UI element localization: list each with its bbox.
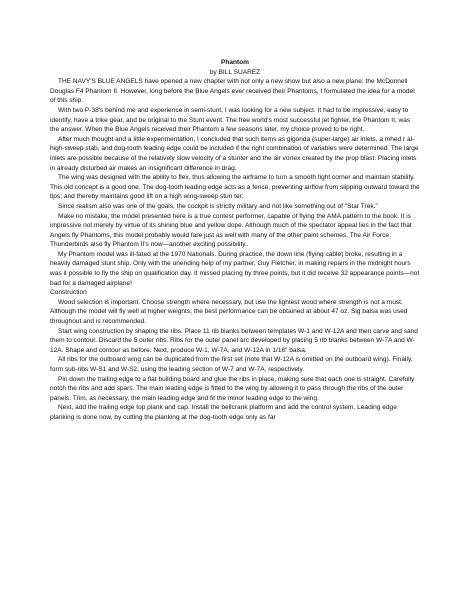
paragraph-intro-2: With two P-38's behind me and experience in semi-stunt, I was looking for a new subject. It had to be impressive, easy to identify, have a trike gear, and be original to the Stunt event. The free world's most successful jet fighter, the Phantom II, was the answer. When the Blue Angels received their Phantom a few seasons later, my choice proved to be right. <box>50 106 411 134</box>
section-heading-construction: Construction <box>50 289 87 297</box>
paragraph-construction-4: Pin down the trailing edge to a flat building board and glue the ribs in place, making sure that each one is straight. Carefully notch the ribs and add spars. The main leading edge is fitted to the wing by allowing it to pass through the ribs of the outer panels. Trim, as necessary, the main leading edge and fit the minor leading edge to the wing. <box>50 375 415 402</box>
paragraph-intro-4: The wing was designed with the ability to flex, thus allowing the airframe to turn a smooth tight corner and maintain stability. This old concept is a good one. The dog-tooth leading edge acts as a fence, preventing airflow from slipping outward toward the tips, and thereby maintains good lift on a high wing-sweep stun ter. <box>50 174 420 201</box>
paragraph-intro-5: Since realism also was one of the goals, the cockpit is strictly military and not like something out of "Star Trek." <box>58 202 378 210</box>
paragraph-construction-5: Next, add the trailing edge top plank and cap. Install the bellcrank platform and add the control system. Leading edge planking is done now, by cutting the planking at the dog-tooth edge only as far <box>50 404 397 421</box>
paragraph-intro-7: My Phantom model was ill-fated at the 1970 Nationals. During practice, the down line (flying cable) broke, resulting in a heavily damaged stunt ship. Only with the unending help of my partner, Guy Fletcher, in making repairs in the midnight hours was it possible to fly the ship on qualification day. It missed placing by three points, but it did receive 32 appearance points—not bad for a damaged airplane! <box>50 250 420 287</box>
paragraph-intro-6: Make no mistake, the model presented here is a true contest performer, capable of flying the AMA pattern to the book. It is impressive not merely by virtue of its shining blue and yellow dope. Although much of the spectator appeal lies in the fact that Angels fly Phantoms, this model probably would fare just as well with many of the other paint schemes. The Air Force Thunderbirds also fly Phantom II's now—another exciting possibility.. <box>50 212 412 249</box>
paragraph-construction-2: Start wing construction by shaping the ribs. Place 11 rib blanks between templates W-1 and W-12A and then carve and sand them to contour. Discard the 5 outer ribs. Ribs for the outer panel arc developed by placing 5 rib blanks between W-7A and W-12A. Shape and contour as before. Next, produce W-1, W-7A, and W-12A in 1/16" balsa. <box>50 327 418 354</box>
article-byline: by BILL SUAREZ <box>209 68 261 76</box>
paragraph-construction-1: Wood selection is important. Choose strength where necessary, but use the lightest wood where strength is not a must. Although the model will fly well at higher weights, the best performance can be obtained at about 47 oz. Sig balsa was used throughout and is recommended. <box>50 298 408 326</box>
article-title: Phantom <box>220 59 249 66</box>
paragraph-intro-3: After much thought and a little experimentation, I concluded that such items as gigonda (super-large) air inlets, a mhed r al-high-sweep stab, and dog-tooth leading edge could be included if the right combination of variables were determined. The large inlets are possible because of the relatively slow velocity of a stunter and the air vortex created by the prop blast. Placing inlets in already disturbed air makes an insignificant difference in drag. <box>50 135 419 172</box>
article-page <box>50 58 420 423</box>
paragraph-construction-3: All ribs for the outboard wing can be duplicated from the first set (note that W-12A is omitted on the outboard wing). Finally, form sub-ribs W-S1 and W-S2, using the leading section of W-7 and W-7A, respectively. <box>50 356 413 373</box>
paragraph-intro-1: THE NAVY'S BLUE ANGELS have opened a new chapter with not only a new show but also a new plane: the McDonnell Douglas F4 Phantom II. However, long before the Blue Angels ever received their Phantoms, I formulated the idea for a model of this ship. <box>50 78 415 105</box>
